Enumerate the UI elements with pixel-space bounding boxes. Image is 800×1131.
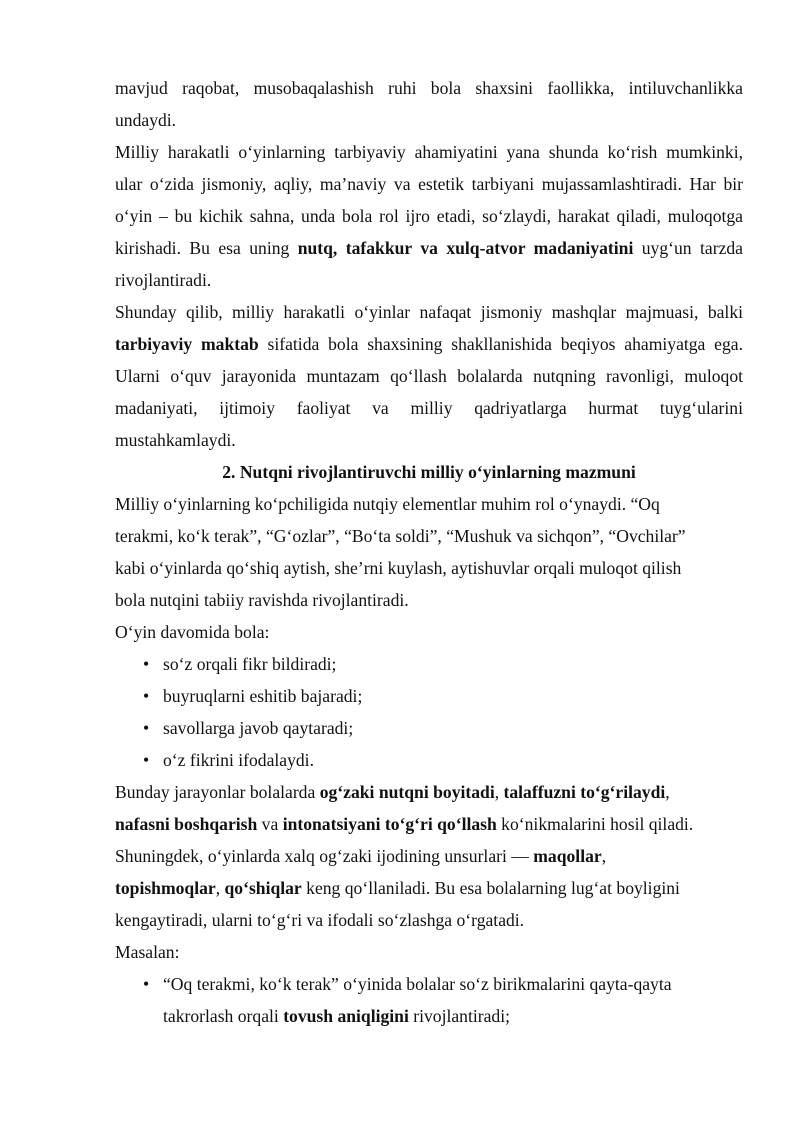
list-item: savollarga javob qaytaradi; bbox=[163, 718, 354, 738]
text-run: Bunday jarayonlar bolalarda bbox=[115, 782, 320, 802]
paragraph-line: Milliy o‘yinlarning ko‘pchiligida nutqiy elementlar muhim rol o‘ynaydi. “Oq bbox=[115, 494, 660, 514]
paragraph-line: madaniyati, ijtimoiy faoliyat va milliy qadriyatlarga hurmat tuyg‘ularini bbox=[115, 398, 743, 418]
paragraph-line: kengaytiradi, ularni to‘g‘ri va ifodali so‘zlashga o‘rgatadi. bbox=[115, 910, 525, 930]
list-item: so‘z orqali fikr bildiradi; bbox=[163, 654, 337, 674]
bold-text: og‘zaki nutqni boyitadi bbox=[319, 782, 495, 802]
paragraph-line: O‘yin davomida bola: bbox=[115, 622, 270, 642]
bullet-icon: • bbox=[143, 718, 150, 738]
list-item: o‘z fikrini ifodalaydi. bbox=[163, 750, 314, 770]
paragraph-line bbox=[115, 813, 743, 835]
list-item: buyruqlarni eshitib bajaradi; bbox=[163, 686, 363, 706]
paragraph-line: kabi o‘yinlarda qo‘shiq aytish, she’rni kuylash, aytishuvlar orqali muloqot qilish bbox=[115, 558, 682, 578]
list-item: “Oq terakmi, ko‘k terak” o‘yinida bolalar so‘z birikmalarini qayta-qayta bbox=[163, 974, 672, 994]
paragraph-line: mustahkamlaydi. bbox=[115, 430, 236, 450]
bullet-icon: • bbox=[143, 686, 150, 706]
text-run: Shuningdek, o‘yinlarda xalq og‘zaki ijodining unsurlari — bbox=[115, 846, 534, 866]
bold-text: qo‘shiqlar bbox=[224, 878, 302, 898]
bold-text: talaffuzni to‘g‘rilaydi bbox=[503, 782, 666, 802]
paragraph-line bbox=[115, 845, 743, 867]
bullet-icon: • bbox=[143, 974, 150, 994]
paragraph-line: Shunday qilib, milliy harakatli o‘yinlar nafaqat jismoniy mashqlar majmuasi, balki bbox=[115, 302, 743, 322]
text-run: keng qo‘llaniladi. Bu esa bolalarning lug‘at boyligini bbox=[301, 878, 680, 898]
text-run: , bbox=[601, 846, 607, 866]
bullet-icon: • bbox=[143, 750, 150, 770]
paragraph-line bbox=[115, 237, 743, 259]
text-run: sifatida bola shaxsining shakllanishida beqiyos ahamiyatga ega. bbox=[258, 334, 743, 354]
paragraph-line bbox=[115, 333, 743, 355]
paragraph-line: rivojlantiradi. bbox=[115, 270, 212, 290]
bold-text: nutq, tafakkur va xulq-atvor madaniyatini bbox=[297, 238, 634, 258]
bold-text: intonatsiyani to‘g‘ri qo‘llash bbox=[282, 814, 497, 834]
bold-text: tarbiyaviy maktab bbox=[115, 334, 259, 354]
text-run: , bbox=[665, 782, 670, 802]
paragraph-line: Masalan: bbox=[115, 942, 180, 962]
paragraph-line bbox=[115, 781, 743, 803]
section-heading: 2. Nutqni rivojlantiruvchi milliy o‘yinlarning mazmuni bbox=[222, 462, 636, 482]
text-run: uyg‘un tarzda bbox=[633, 238, 743, 258]
paragraph-line: o‘yin – bu kichik sahna, unda bola rol ijro etadi, so‘zlaydi, harakat qiladi, muloqotga bbox=[115, 206, 743, 226]
text-run: , bbox=[215, 878, 225, 898]
bold-text: tovush aniqligini bbox=[283, 1006, 409, 1026]
text-run: kirishadi. Bu esa uning bbox=[115, 238, 298, 258]
text-run: rivojlantiradi; bbox=[408, 1006, 510, 1026]
paragraph-line: Ularni o‘quv jarayonida muntazam qo‘llash bolalarda nutqning ravonligi, muloqot bbox=[115, 366, 743, 386]
paragraph-line: undaydi. bbox=[115, 110, 177, 130]
text-run: , bbox=[494, 782, 504, 802]
bold-text: maqollar bbox=[533, 846, 602, 866]
paragraph-line: Milliy harakatli o‘yinlarning tarbiyaviy ahamiyatini yana shunda ko‘rish mumkinki, bbox=[115, 142, 743, 162]
list-item-continuation bbox=[163, 1005, 743, 1027]
text-run: takrorlash orqali bbox=[163, 1006, 284, 1026]
paragraph-line: mavjud raqobat, musobaqalashish ruhi bola shaxsini faollikka, intiluvchanlikka bbox=[115, 78, 743, 98]
paragraph-line: ular o‘zida jismoniy, aqliy, ma’naviy va estetik tarbiyani mujassamlashtiradi. Har bir bbox=[115, 174, 743, 194]
bullet-icon: • bbox=[143, 654, 150, 674]
paragraph-line: terakmi, ko‘k terak”, “G‘ozlar”, “Bo‘ta soldi”, “Mushuk va sichqon”, “Ovchilar” bbox=[115, 526, 686, 546]
bold-text: nafasni boshqarish bbox=[115, 814, 258, 834]
text-run: va bbox=[257, 814, 283, 834]
paragraph-line: bola nutqini tabiiy ravishda rivojlantiradi. bbox=[115, 590, 409, 610]
paragraph-line bbox=[115, 877, 743, 899]
text-run: ko‘nikmalarini hosil qiladi. bbox=[496, 814, 694, 834]
bold-text: topishmoqlar bbox=[115, 878, 216, 898]
